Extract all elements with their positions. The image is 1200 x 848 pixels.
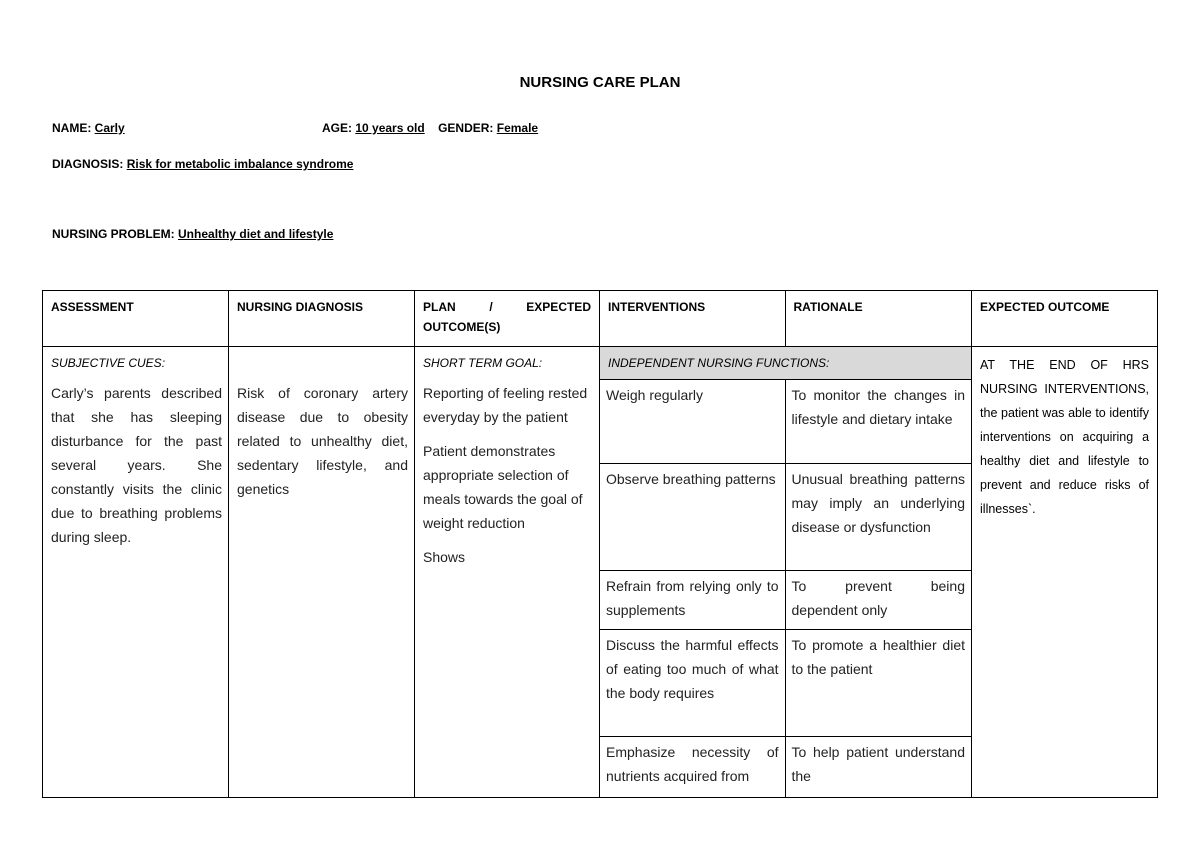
- plan-item: Patient demonstrates appropriate selection of meals towards the goal of weight reduction: [423, 443, 583, 531]
- nursing-diagnosis-cell: [229, 347, 415, 798]
- subjective-cues-label: SUBJECTIVE CUES:: [51, 356, 166, 370]
- header-rationale: RATIONALE: [793, 300, 863, 314]
- intervention-row: [600, 737, 971, 797]
- intervention-text: Emphasize necessity of nutrients acquired from: [600, 737, 786, 797]
- interventions-rationale-cell: [600, 347, 972, 798]
- plan-cell: [415, 347, 600, 798]
- independent-functions-label: INDEPENDENT NURSING FUNCTIONS:: [600, 347, 971, 380]
- patient-name: Carly: [94, 121, 125, 135]
- header-interventions-rationale: [600, 291, 972, 347]
- nursing-problem-field: NURSING PROBLEM: Unhealthy diet and lifestyle: [52, 227, 334, 241]
- age-gender-field: AGE: 10 years old GENDER: Female: [322, 121, 539, 135]
- expected-outcome-cell: [972, 347, 1158, 798]
- intervention-row: [600, 464, 971, 571]
- rationale-text: To monitor the changes in lifestyle and dietary intake: [791, 387, 965, 427]
- intervention-row: [600, 571, 971, 630]
- diagnosis-field: DIAGNOSIS: Risk for metabolic imbalance syndrome: [52, 157, 354, 171]
- name-field: NAME: Carly: [52, 121, 125, 135]
- intervention-text: Observe breathing patterns: [600, 464, 786, 570]
- header-assessment: ASSESSMENT: [43, 291, 229, 347]
- patient-age: 10 years old: [355, 121, 425, 135]
- header-plan: PLAN / EXPECTED OUTCOME(S): [415, 291, 600, 347]
- page-title: NURSING CARE PLAN: [519, 74, 681, 91]
- rationale-text: To help patient understand the: [791, 744, 965, 784]
- diagnosis-value: Risk for metabolic imbalance syndrome: [126, 157, 354, 171]
- header-nursing-diagnosis: NURSING DIAGNOSIS: [229, 291, 415, 347]
- header-interventions: INTERVENTIONS: [600, 291, 786, 346]
- plan-item: Shows: [423, 549, 466, 565]
- intervention-text: Weigh regularly: [600, 380, 786, 463]
- header-expected-outcome: EXPECTED OUTCOME: [972, 291, 1158, 347]
- assessment-text: Carly’s parents described that she has sleeping disturbance for the past several years. She constantly visits the clinic due to breathing problems during sleep.: [51, 385, 222, 545]
- rationale-text: Unusual breathing patterns may imply an underlying disease or dysfunction: [791, 471, 965, 535]
- assessment-cell: [43, 347, 229, 798]
- intervention-text: Refrain from relying only to supplements: [600, 571, 786, 629]
- intervention-row: [600, 380, 971, 464]
- care-plan-table: [42, 290, 1158, 798]
- rationale-text: To promote a healthier diet to the patient: [791, 637, 965, 677]
- short-term-goal-label: SHORT TERM GOAL:: [423, 356, 543, 370]
- nursing-diagnosis-text: Risk of coronary artery disease due to obesity related to unhealthy diet, sedentary lifestyle, and genetics: [237, 385, 408, 497]
- intervention-row: [600, 630, 971, 737]
- plan-item: Reporting of feeling rested everyday by the patient: [423, 385, 588, 425]
- patient-gender: Female: [496, 121, 539, 135]
- expected-outcome-text: AT THE END OF HRS NURSING INTERVENTIONS, the patient was able to identify interventions on acquiring a healthy diet and lifestyle to prevent and reduce risks of illnesses`.: [980, 358, 1150, 516]
- nursing-problem-value: Unhealthy diet and lifestyle: [178, 227, 334, 241]
- intervention-text: Discuss the harmful effects of eating too much of what the body requires: [600, 630, 786, 736]
- rationale-text: To prevent being dependent only: [791, 578, 965, 618]
